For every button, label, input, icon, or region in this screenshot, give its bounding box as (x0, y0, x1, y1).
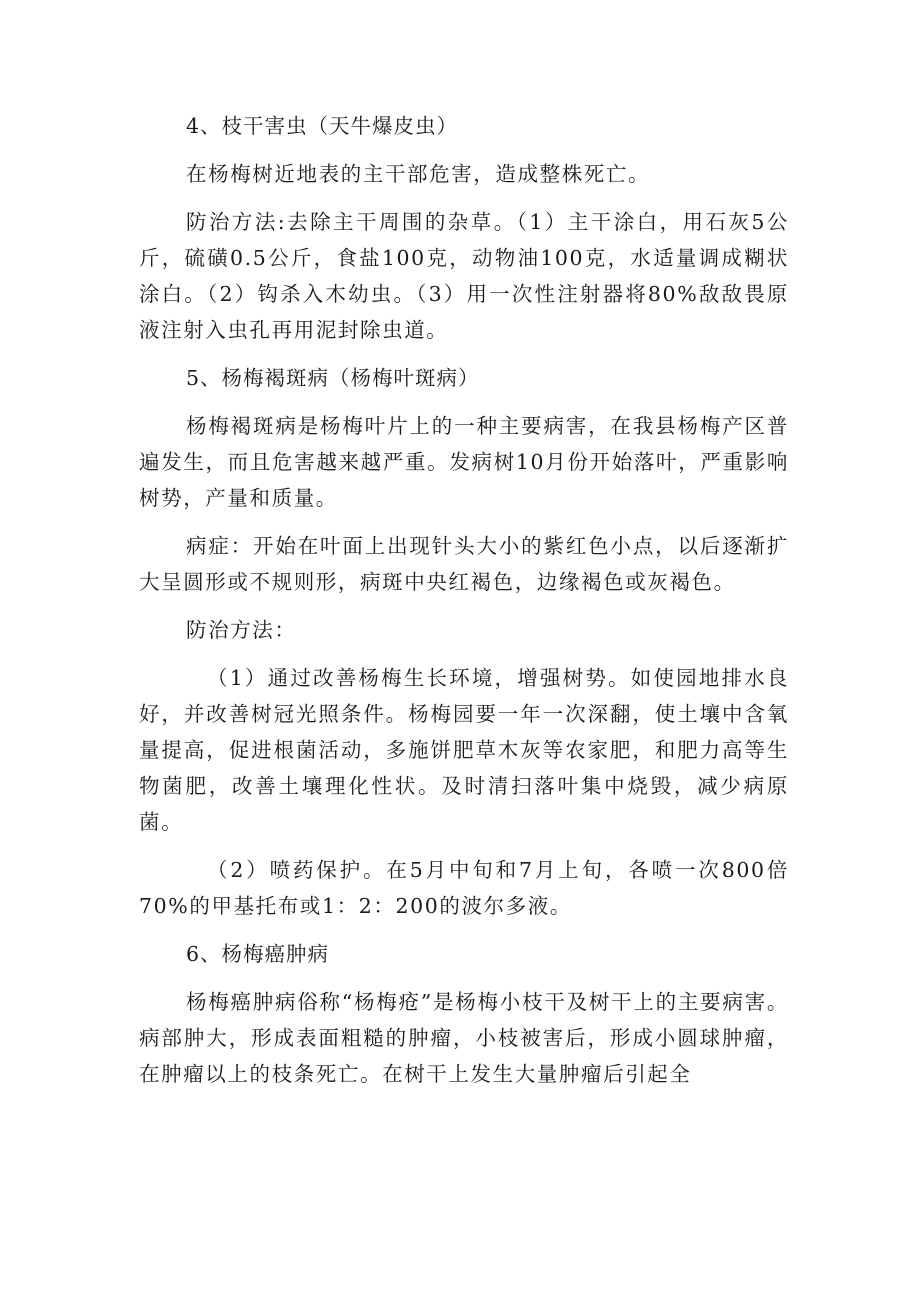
document-page (139, 108, 789, 1092)
paragraph-canker-description: 杨梅癌肿病俗称“杨梅疮”是杨梅小枝干及树干上的主要病害。病部肿大，形成表面粗糙的肿瘤，小枝被害后，形成小圆球肿瘤，在肿瘤以上的枝条死亡。在树干上发生大量肿瘤后引起全 (139, 990, 789, 1086)
paragraph-brown-spot-control-2: （2）喷药保护。在5月中旬和7月上旬，各喷一次800倍70%的甲基托布或1：2：200的波尔多液。 (139, 858, 789, 918)
section-heading-canker: 6、杨梅癌肿病 (186, 942, 330, 966)
paragraph-brown-spot-description: 杨梅褐斑病是杨梅叶片上的一种主要病害，在我县杨梅产区普遍发生，而且危害越来越严重。发病树10月份开始落叶，严重影响树势，产量和质量。 (139, 414, 789, 510)
paragraph-branch-pests-control: 防治方法:去除主干周围的杂草。（1）主干涂白，用石灰5公斤，硫磺0.5公斤，食盐100克，动物油100克，水适量调成糊状涂白。（2）钩杀入木幼虫。（3）用一次性注射器将80%敌敌畏原液注射入虫孔再用泥封除虫道。 (139, 210, 789, 342)
paragraph-brown-spot-symptom: 病症：开始在叶面上出现针头大小的紫红色小点，以后逐渐扩大呈圆形或不规则形，病斑中央红褐色，边缘褐色或灰褐色。 (139, 534, 789, 594)
section-heading-brown-spot: 5、杨梅褐斑病（杨梅叶斑病） (186, 366, 480, 390)
paragraph-brown-spot-control-1: （1）通过改善杨梅生长环境，增强树势。如使园地排水良好，并改善树冠光照条件。杨梅园要一年一次深翻，使土壤中含氧量提高，促进根菌活动，多施饼肥草木灰等农家肥，和肥力高等生物菌肥，改善土壤理化性状。及时清扫落叶集中烧毁，减少病原菌。 (139, 666, 789, 834)
section-heading-branch-pests: 4、枝干害虫（天牛爆皮虫） (186, 114, 459, 138)
paragraph-brown-spot-control-title: 防治方法： (186, 618, 297, 642)
paragraph-branch-pests-description: 在杨梅树近地表的主干部危害，造成整株死亡。 (186, 162, 651, 186)
